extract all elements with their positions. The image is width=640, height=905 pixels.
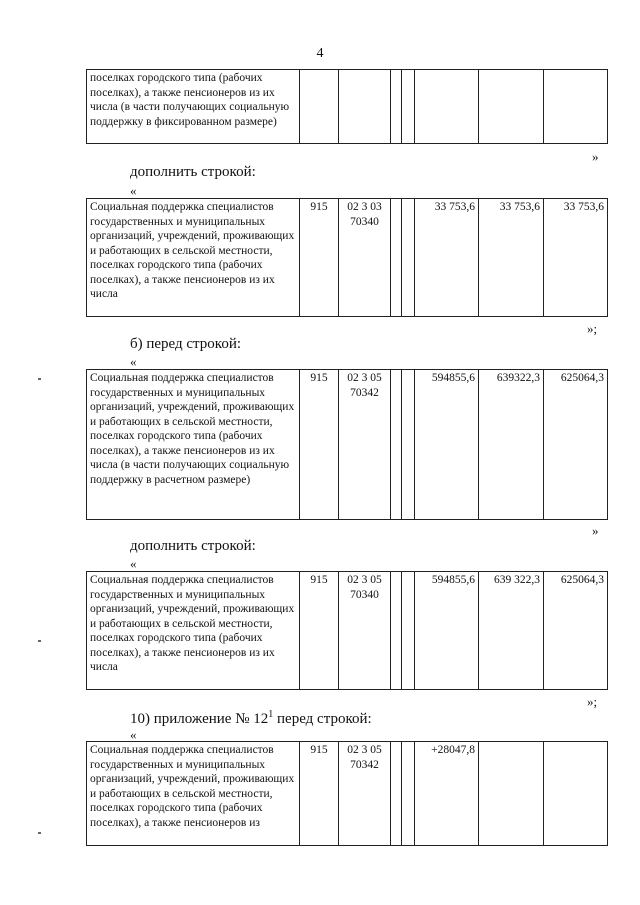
amount-cell [544,742,608,846]
subsection-cell [402,70,415,144]
page-number: 4 [316,46,324,61]
amount-cell: 594855,6 [415,370,479,520]
csr-line-2: 70340 [350,215,379,228]
amount-cell: 33 753,6 [479,199,544,317]
subsection-cell [402,572,415,690]
scan-mark [38,378,41,380]
csr-line-2: 70342 [350,758,379,771]
instruction-before-row: б) перед строкой: [130,336,242,352]
subsection-cell [402,199,415,317]
appendix-superscript: 1 [268,709,274,720]
row-name-cell: Социальная поддержка специалистов государственных и муниципальных организаций, учреждений, проживающих и работающих в сельской местности, поселках городского типа (рабочих поселках), а также пенсионеров из [87,742,300,846]
opening-quote: « [130,354,137,369]
table-row [87,742,608,846]
csr-line-2: 70342 [350,386,379,399]
csr-cell [339,742,391,846]
scan-mark [38,640,41,642]
grbs-cell [300,70,339,144]
section-cell [391,572,402,690]
table-row [87,70,608,144]
csr-line-1: 02 3 05 [347,372,382,384]
subsection-cell [402,742,415,846]
instruction-add-row: дополнить строкой: [130,538,256,554]
row-name-cell: Социальная поддержка специалистов государственных и муниципальных организаций, учреждений, проживающих и работающих в сельской местности, поселках городского типа (рабочих поселках), а также пенсионеров из их числа [87,572,300,690]
budget-table-continued [86,69,608,144]
opening-quote: « [130,183,137,198]
csr-cell [339,199,391,317]
instruction-appendix [130,709,372,728]
csr-line-2: 70340 [350,588,379,601]
amount-cell: 639 322,3 [479,572,544,690]
closing-quote: »; [587,321,598,336]
row-name-cell: Социальная поддержка специалистов государственных и муниципальных организаций, учреждений, проживающих и работающих в сельской местности, поселках городского типа (рабочих поселках), а также пенсионеров из их числа [87,199,300,317]
section-cell [391,199,402,317]
amount-cell: 639322,3 [479,370,544,520]
opening-quote: « [130,556,137,571]
amount-cell: 625064,3 [544,370,608,520]
section-cell [391,70,402,144]
appendix-tail: перед строкой: [273,711,372,727]
amount-cell [479,742,544,846]
section-cell [391,742,402,846]
section-cell [391,370,402,520]
scan-mark [38,832,41,834]
grbs-cell: 915 [300,742,339,846]
opening-quote: « [130,727,137,742]
closing-quote: » [592,523,599,538]
csr-line-1: 02 3 05 [347,574,382,586]
amount-cell: 625064,3 [544,572,608,690]
table-row [87,572,608,690]
subsection-cell [402,370,415,520]
budget-table-row-2 [86,369,608,520]
csr-cell [339,370,391,520]
amount-cell: 594855,6 [415,572,479,690]
amount-cell: 33 753,6 [544,199,608,317]
amount-cell [415,70,479,144]
csr-line-1: 02 3 05 [347,744,382,756]
budget-table-row-1 [86,198,608,317]
instruction-add-row: дополнить строкой: [130,164,256,180]
amount-cell [544,70,608,144]
row-name-cell: поселках городского типа (рабочих поселках), а также пенсионеров из их числа (в части получающих социальную поддержку в фиксированном размере) [87,70,300,144]
budget-table-row-4 [86,741,608,846]
appendix-text: 10) приложение № 12 [130,711,269,727]
table-row [87,370,608,520]
row-name-cell: Социальная поддержка специалистов государственных и муниципальных организаций, учреждений, проживающих и работающих в сельской местности, поселках городского типа (рабочих поселках), а также пенсионеров из их числа (в части получающих социальную поддержку в расчетном размере) [87,370,300,520]
budget-table-row-3 [86,571,608,690]
csr-cell [339,70,391,144]
table-row [87,199,608,317]
amount-cell: 33 753,6 [415,199,479,317]
closing-quote: » [592,149,599,164]
grbs-cell: 915 [300,199,339,317]
amount-cell [479,70,544,144]
grbs-cell: 915 [300,370,339,520]
csr-cell [339,572,391,690]
grbs-cell: 915 [300,572,339,690]
amount-cell: +28047,8 [415,742,479,846]
closing-quote: »; [587,694,598,709]
csr-line-1: 02 3 03 [347,201,382,213]
